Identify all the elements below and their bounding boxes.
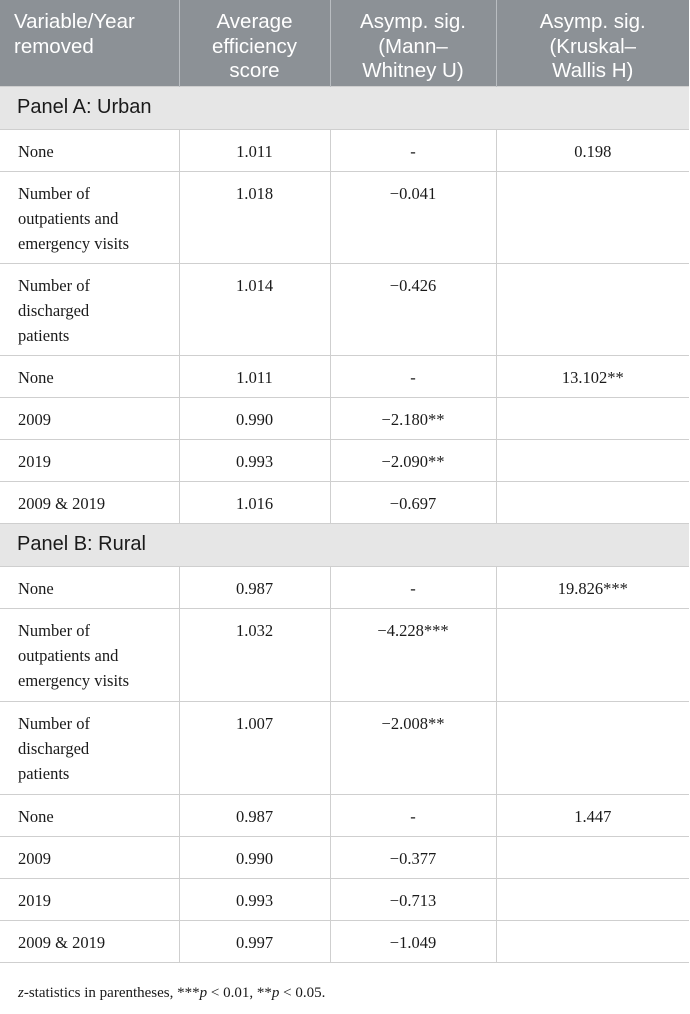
cell-variable: 2019 [0,439,179,481]
cell-kruskal-wallis [496,397,689,439]
cell-mann-whitney: - [330,129,496,171]
cell-kruskal-wallis [496,920,689,962]
cell-variable: None [0,355,179,397]
table-row [0,608,689,701]
cell-mann-whitney: −0.041 [330,171,496,263]
panel-a-header-row [0,86,689,129]
cell-average-score: 0.993 [179,439,330,481]
cell-variable: Number of discharged patients [0,701,179,794]
cell-kruskal-wallis [496,878,689,920]
cell-kruskal-wallis [496,701,689,794]
cell-average-score: 1.011 [179,355,330,397]
cell-average-score: 0.990 [179,836,330,878]
cell-kruskal-wallis: 1.447 [496,794,689,836]
cell-average-score: 1.016 [179,481,330,523]
cell-kruskal-wallis: 19.826*** [496,566,689,608]
cell-variable: 2009 [0,397,179,439]
cell-variable: 2009 & 2019 [0,481,179,523]
header-kruskal-wallis: Asymp. sig. (Kruskal– Wallis H) [496,0,689,86]
panel-b-label: Panel B: Rural [0,523,689,566]
cell-mann-whitney: −2.180** [330,397,496,439]
table-footnote: z-statistics in parentheses, ***p < 0.01, **p < 0.05. [18,985,326,1001]
cell-mann-whitney: - [330,355,496,397]
cell-average-score: 1.011 [179,129,330,171]
table-row [0,263,689,355]
table-row [0,397,689,439]
cell-kruskal-wallis [496,836,689,878]
cell-average-score: 0.987 [179,566,330,608]
panel-a-label: Panel A: Urban [0,86,689,129]
cell-variable: 2009 & 2019 [0,920,179,962]
cell-average-score: 0.987 [179,794,330,836]
table-row [0,171,689,263]
cell-average-score: 1.032 [179,608,330,701]
panel-b-header-row [0,523,689,566]
cell-average-score: 1.018 [179,171,330,263]
cell-mann-whitney: −2.090** [330,439,496,481]
cell-mann-whitney: −4.228*** [330,608,496,701]
cell-variable: Number of outpatients and emergency visits [0,171,179,263]
cell-variable: Number of outpatients and emergency visits [0,608,179,701]
cell-variable: None [0,129,179,171]
table-row [0,129,689,171]
header-mann-whitney: Asymp. sig. (Mann– Whitney U) [330,0,496,86]
cell-kruskal-wallis [496,608,689,701]
cell-kruskal-wallis [496,171,689,263]
cell-mann-whitney: −0.426 [330,263,496,355]
cell-average-score: 0.997 [179,920,330,962]
cell-average-score: 1.007 [179,701,330,794]
cell-kruskal-wallis [496,481,689,523]
cell-mann-whitney: −2.008** [330,701,496,794]
cell-average-score: 1.014 [179,263,330,355]
cell-mann-whitney: −0.713 [330,878,496,920]
table-row [0,355,689,397]
table-row [0,566,689,608]
table-header [0,0,689,86]
cell-mann-whitney: −0.697 [330,481,496,523]
cell-average-score: 0.993 [179,878,330,920]
cell-variable: None [0,794,179,836]
cell-mann-whitney: −0.377 [330,836,496,878]
cell-kruskal-wallis [496,439,689,481]
cell-mann-whitney: - [330,566,496,608]
cell-variable: None [0,566,179,608]
table-row [0,701,689,794]
table-row [0,794,689,836]
header-average-efficiency-score: Average efficiency score [179,0,330,86]
table-row [0,836,689,878]
cell-mann-whitney: −1.049 [330,920,496,962]
cell-kruskal-wallis [496,263,689,355]
table-body [0,86,689,962]
table-row [0,878,689,920]
table-row [0,481,689,523]
cell-variable: Number of discharged patients [0,263,179,355]
cell-mann-whitney: - [330,794,496,836]
table-row [0,439,689,481]
cell-variable: 2019 [0,878,179,920]
header-variable-year-removed: Variable/Year removed [0,0,179,86]
table-row [0,920,689,962]
cell-kruskal-wallis: 13.102** [496,355,689,397]
cell-variable: 2009 [0,836,179,878]
cell-kruskal-wallis: 0.198 [496,129,689,171]
cell-average-score: 0.990 [179,397,330,439]
